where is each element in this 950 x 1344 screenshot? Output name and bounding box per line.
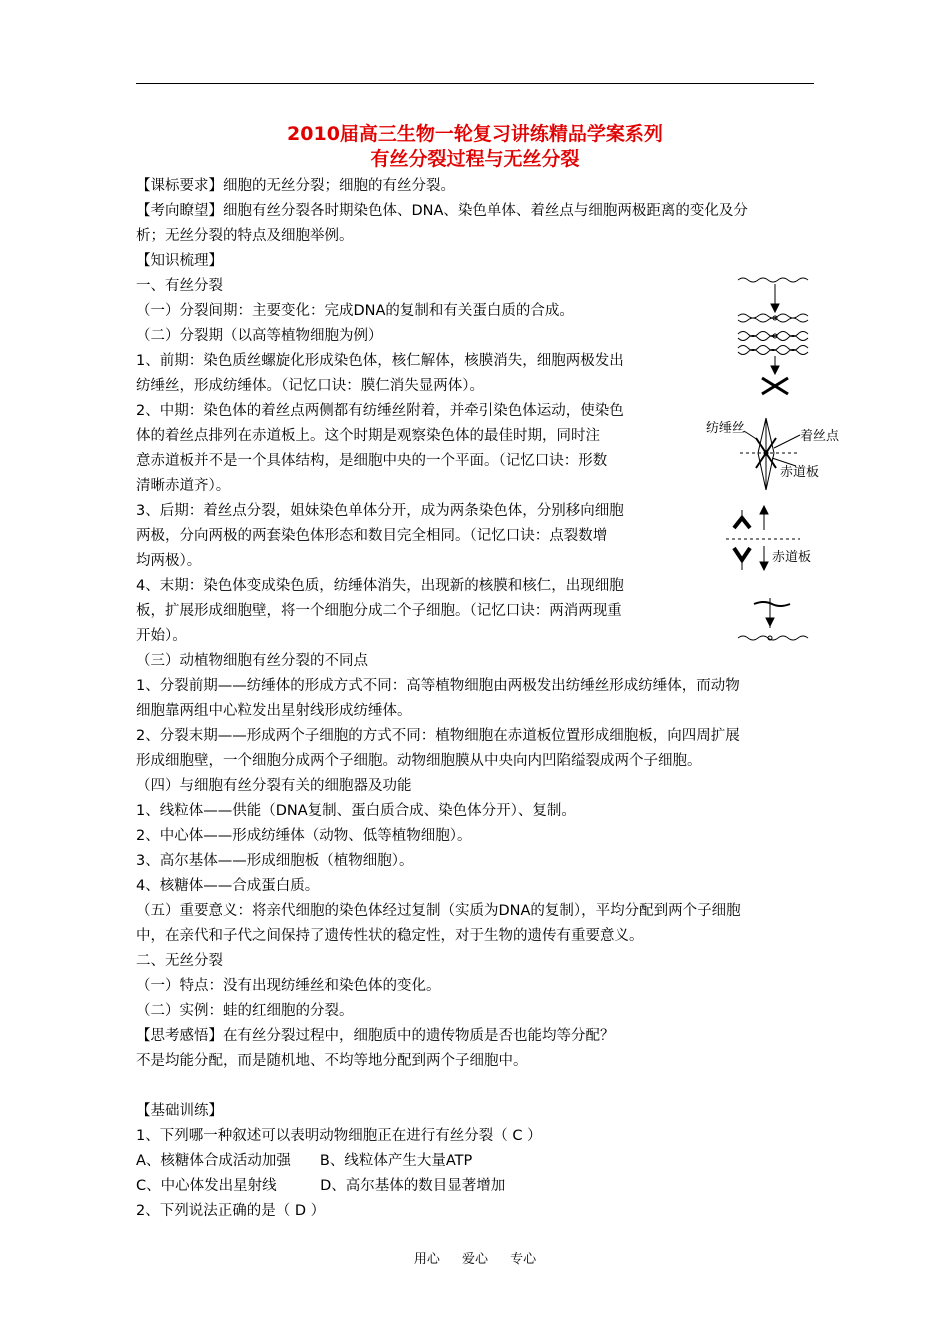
text-line: 2、中期：染色体的着丝点两侧都有纺缍丝附着，并牵引染色体运动，使染色	[136, 403, 624, 419]
text-line: （一）分裂间期：主要变化：完成DNA的复制和有关蛋白质的合成。	[136, 303, 574, 319]
text-line: 3、后期：着丝点分裂，姐妹染色单体分开，成为两条染色体，分别移向细胞	[136, 503, 624, 519]
text-line: 2、中心体——形成纺缍体（动物、低等植物细胞）。	[136, 828, 472, 844]
text-line: 2、分裂末期——形成两个子细胞的方式不同：植物细胞在赤道板位置形成细胞板，向四周扩展	[136, 728, 740, 744]
text-line: 2、下列说法正确的是（ D ）	[136, 1203, 326, 1219]
text-line: 板，扩展形成细胞壁，将一个细胞分成二个子细胞。（记忆口诀：两消两现重	[136, 603, 622, 619]
document-subtitle: 有丝分裂过程与无丝分裂	[370, 148, 580, 170]
text-line: 1、下列哪一种叙述可以表明动物细胞正在进行有丝分裂（ C ）	[136, 1128, 542, 1144]
text-line: C、中心体发出星射线 D、高尔基体的数目显著增加	[136, 1178, 506, 1194]
text-line: （五）重要意义：将亲代细胞的染色体经过复制（实质为DNA的复制），平均分配到两个子细胞	[136, 903, 741, 919]
text-line: 1、分裂前期——纺缍体的形成方式不同：高等植物细胞由两极发出纺缍丝形成纺缍体，而动物	[136, 678, 740, 694]
text-line: 不是均能分配，而是随机地、不均等地分配到两个子细胞中。	[136, 1053, 528, 1069]
text-line: 【基础训练】	[136, 1103, 223, 1119]
text-line: 1、前期：染色质丝螺旋化形成染色体，核仁解体，核膜消失，细胞两极发出	[136, 353, 624, 369]
label-equatorial-plate-2: 赤道板	[772, 550, 812, 565]
text-line: 意赤道板并不是一个具体结构，是细胞中央的一个平面。（记忆口诀：形数	[136, 453, 608, 469]
label-centromere: 着丝点	[800, 429, 840, 444]
text-line: （二）分裂期（以高等植物细胞为例）	[136, 328, 383, 344]
text-line: 析；无丝分裂的特点及细胞举例。	[136, 228, 354, 244]
text-line: （三）动植物细胞有丝分裂的不同点	[136, 653, 368, 669]
text-line: （四）与细胞有丝分裂有关的细胞器及功能	[136, 778, 412, 794]
text-line: 中，在亲代和子代之间保持了遗传性状的稳定性，对于生物的遗传有重要意义。	[136, 928, 644, 944]
text-line: 二、无丝分裂	[136, 953, 223, 969]
text-line: 4、末期：染色体变成染色质，纺缍体消失，出现新的核膜和核仁，出现细胞	[136, 578, 624, 594]
text-line: 体的着丝点排列在赤道板上。这个时期是观察染色体的最佳时期，同时注	[136, 428, 600, 444]
chromatin-wave-top	[738, 278, 808, 282]
label-spindle: 纺缍丝	[706, 421, 746, 436]
text-line: 3、高尔基体——形成细胞板（植物细胞）。	[136, 853, 414, 869]
text-line: 一、有丝分裂	[136, 278, 223, 294]
label-equatorial-plate: 赤道板	[780, 465, 820, 480]
text-line: A、核糖体合成活动加强 B、线粒体产生大量ATP	[136, 1153, 473, 1169]
text-line: 两极，分向两极的两套染色体形态和数目完全相同。（记忆口诀：点裂数增	[136, 528, 608, 544]
document-title: 2010届高三生物一轮复习讲练精品学案系列	[287, 123, 663, 145]
text-line: 形成细胞壁，一个细胞分成两个子细胞。动物细胞膜从中央向内凹陷缢裂成两个子细胞。	[136, 753, 702, 769]
text-line: 4、核糖体——合成蛋白质。	[136, 878, 320, 894]
text-line: 开始）。	[136, 628, 187, 644]
arrow-1-head	[771, 304, 779, 312]
text-line: 细胞靠两组中心粒发出星射线形成纺缍体。	[136, 703, 412, 719]
text-line: 清晰赤道齐）。	[136, 478, 231, 494]
text-line: （一）特点：没有出现纺缍丝和染色体的变化。	[136, 978, 441, 994]
arrow-2-head	[771, 366, 779, 374]
text-line: （二）实例：蛙的红细胞的分裂。	[136, 1003, 354, 1019]
mitosis-figure	[700, 268, 850, 648]
text-line: 【考向瞭望】细胞有丝分裂各时期染色体、DNA、染色单体、着丝点与细胞两极距离的变化及分	[136, 203, 748, 219]
page-footer: 用心 爱心 专心	[413, 1252, 537, 1267]
text-line: 【知识梳理】	[136, 253, 223, 269]
text-line: 【课标要求】细胞的无丝分裂；细胞的有丝分裂。	[136, 178, 455, 194]
text-line: 1、线粒体——供能（DNA复制、蛋白质合成、染色体分开）、复制。	[136, 803, 576, 819]
header-rule	[136, 83, 814, 84]
text-line: 纺缍丝，形成纺缍体。（记忆口诀：膜仁消失显两体）。	[136, 378, 484, 394]
text-line: 【思考感悟】在有丝分裂过程中，细胞质中的遗传物质是否也能均等分配？	[136, 1028, 615, 1044]
text-line: 均两极）。	[136, 553, 202, 569]
